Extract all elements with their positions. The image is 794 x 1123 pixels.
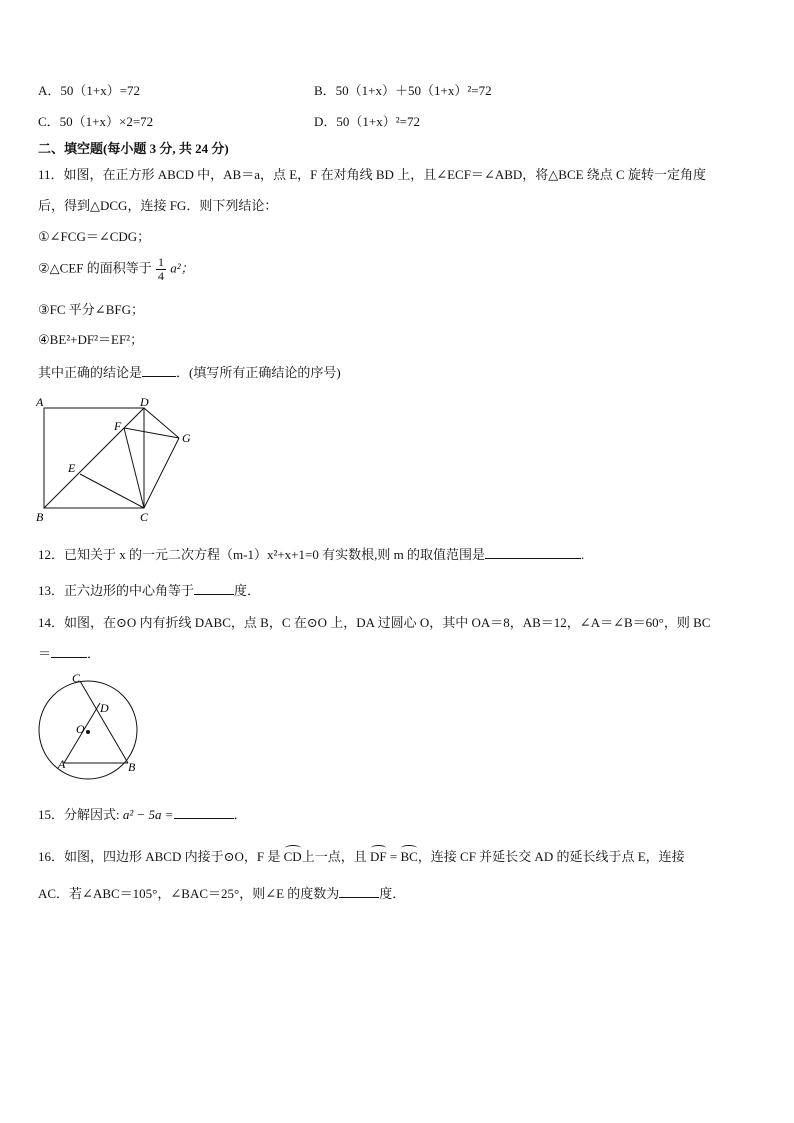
q12-tail: . [580, 547, 585, 562]
fraction-numerator: 1 [158, 255, 164, 269]
q16-line1 [38, 848, 685, 866]
option-d: D．50（1+x）²=72 [314, 114, 420, 129]
point-label-g: G [182, 431, 191, 445]
q15 [38, 806, 247, 824]
fraction-denominator: 4 [158, 269, 164, 283]
point-label-c: C [140, 510, 149, 524]
option-c: C．50（1+x）×2=72 [38, 114, 154, 129]
segment-fg [124, 428, 179, 438]
segment-ce [80, 474, 144, 508]
q11-line1: 11．如图，在正方形 ABCD 中，AB＝a，点 E，F 在对角线 BD 上，且∠ECF＝∠ABD，将△BCE 绕点 C 旋转一定角度 [38, 167, 706, 182]
q11-ask-tail: ．(填写所有正确结论的序号) [176, 365, 341, 380]
q11-statement-1: ①∠FCG＝∠CDG； [38, 229, 151, 244]
answer-blank[interactable] [51, 645, 87, 658]
point-label-a: A [36, 395, 44, 409]
arc-cd: CD [283, 849, 302, 864]
q11-ask-text: 其中正确的结论是 [38, 365, 143, 380]
point-label-a: A [58, 757, 66, 771]
q13-text: 13．正六边形的中心角等于 [38, 583, 195, 598]
q16-text-a: 16．如图，四边形 ABCD 内接于⊙O，F 是 [38, 849, 281, 864]
arc-bc: BC [400, 849, 418, 864]
q16-tail: 度． [379, 886, 406, 901]
q11-line2: 后，得到△DCG，连接 FG．则下列结论： [38, 198, 278, 213]
q14-eq: ＝ [38, 646, 52, 661]
arc-df: DF [369, 849, 387, 864]
q15-expression: a² − 5a = [122, 807, 174, 822]
point-label-e: E [68, 461, 76, 475]
answer-blank[interactable] [174, 806, 234, 819]
answer-blank[interactable] [142, 364, 176, 377]
q12-text: 12．已知关于 x 的一元二次方程（m-1）x²+x+1=0 有实数根,则 m 的取值范围是 [38, 547, 485, 562]
q16-line2 [38, 885, 405, 903]
point-label-b: B [36, 510, 44, 524]
q13 [38, 582, 260, 600]
q13-tail: 度． [234, 583, 261, 598]
q14-tail: ． [87, 646, 101, 661]
point-label-d: D [100, 701, 109, 715]
option-a: A．50（1+x）=72 [38, 83, 141, 98]
segment-dg [144, 408, 179, 438]
section-heading: 二、填空题(每小题 3 分, 共 24 分) [38, 141, 229, 156]
fraction [156, 256, 166, 283]
q12 [38, 546, 584, 564]
q15-tail: ． [233, 807, 247, 822]
center-point [86, 730, 90, 734]
answer-blank[interactable] [194, 582, 234, 595]
option-b: B．50（1+x）＋50（1+x）²=72 [314, 83, 492, 98]
q16-text-b: 上一点，且 [301, 849, 367, 864]
answer-blank[interactable] [485, 546, 581, 559]
q16-text-d: AC．若∠ABC＝105°，∠BAC＝25°，则∠E 的度数为 [38, 886, 340, 901]
q14-line2 [38, 645, 100, 663]
q11-square-figure [34, 394, 204, 526]
point-label-f: F [114, 419, 122, 433]
point-label-c: C [72, 671, 81, 685]
segment-cg [144, 438, 179, 508]
q11-statement-2 [38, 256, 194, 283]
q14-line1: 14．如图，在⊙O 内有折线 DABC，点 B，C 在⊙O 上，DA 过圆心 O，其中 OA＝8，AB＝12，∠A＝∠B＝60°，则 BC [38, 615, 711, 630]
segment-cf [124, 428, 144, 508]
q11-s2-tail: a²； [170, 260, 194, 276]
q15-text: 15．分解因式: [38, 807, 120, 822]
point-label-d: D [140, 395, 149, 409]
q16-text-c: ，连接 CF 并延长交 AD 的延长线于点 E，连接 [417, 849, 685, 864]
answer-blank[interactable] [339, 885, 379, 898]
q11-s2-text: ②△CEF 的面积等于 [38, 260, 152, 276]
diagonal-bd [44, 408, 144, 508]
point-label-b: B [128, 760, 136, 774]
q14-circle-figure [30, 670, 150, 780]
equals-sign: = [389, 849, 398, 864]
q11-statement-3: ③FC 平分∠BFG； [38, 302, 144, 317]
q11-statement-4: ④BE²+DF²＝EF²； [38, 332, 144, 347]
point-label-o: O [76, 722, 85, 736]
q11-question [38, 364, 341, 382]
